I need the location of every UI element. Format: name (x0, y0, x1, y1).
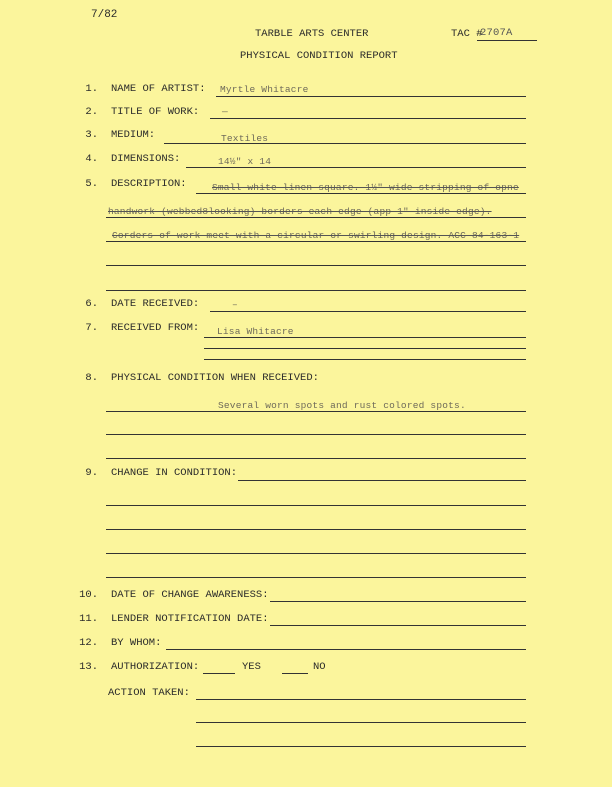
action-taken-label: ACTION TAKEN: (108, 687, 190, 699)
description-label: DESCRIPTION: (111, 178, 187, 190)
condition-received-line-3 (106, 458, 526, 459)
date-received-label: DATE RECEIVED: (111, 298, 200, 310)
lender-notification-line (270, 625, 526, 626)
date-received-value: – (232, 299, 238, 310)
authorization-label: AUTHORIZATION: (111, 661, 200, 673)
field-number: 12. (79, 637, 98, 649)
action-taken-line-3 (196, 746, 526, 747)
yes-label: YES (242, 661, 261, 673)
artist-value: Myrtle Whitacre (220, 84, 309, 95)
no-blank (282, 673, 308, 674)
date-code: 7/82 (91, 9, 118, 21)
action-taken-line-2 (196, 722, 526, 723)
tac-line (477, 40, 537, 41)
no-label: NO (313, 661, 326, 673)
action-taken-line-1 (196, 699, 526, 700)
by-whom-label: BY WHOM: (111, 637, 162, 649)
received-from-line-3 (204, 359, 526, 360)
artist-label: NAME OF ARTIST: (111, 83, 206, 95)
change-condition-line-3 (106, 529, 526, 530)
lender-notification-label: LENDER NOTIFICATION DATE: (111, 613, 269, 625)
field-number: 8. (85, 372, 98, 384)
description-underline-2 (106, 217, 526, 218)
tac-label: TAC # (451, 28, 483, 40)
dimensions-label: DIMENSIONS: (111, 153, 181, 165)
by-whom-line (166, 649, 526, 650)
field-number: 10. (79, 589, 98, 601)
field-number: 1. (85, 83, 98, 95)
field-number: 9. (85, 467, 98, 479)
change-condition-line-5 (106, 577, 526, 578)
medium-line (164, 143, 526, 144)
condition-received-value: Several worn spots and rust colored spots. (218, 400, 466, 411)
dimensions-value: 14½" x 14 (218, 156, 272, 167)
change-awareness-label: DATE OF CHANGE AWARENESS: (111, 589, 269, 601)
condition-received-label: PHYSICAL CONDITION WHEN RECEIVED: (111, 372, 319, 384)
received-from-line-1 (204, 337, 526, 338)
received-from-value: Lisa Whitacre (217, 326, 294, 337)
change-condition-line-1 (238, 480, 526, 481)
condition-received-line-2 (106, 434, 526, 435)
field-number: 4. (85, 153, 98, 165)
artist-line (216, 96, 526, 97)
change-condition-line-4 (106, 553, 526, 554)
description-underline-1 (196, 193, 526, 194)
description-line-1: Small white linen square. 1½" wide stripping of opne (212, 182, 519, 193)
yes-blank (203, 673, 235, 674)
description-line-2: handwork (webbed8looking) borders each edge (app 1" inside edge). (108, 206, 492, 217)
condition-received-line-1 (106, 411, 526, 412)
field-number: 11. (79, 613, 98, 625)
medium-value: Textiles (221, 133, 269, 144)
field-number: 6. (85, 298, 98, 310)
medium-label: MEDIUM: (111, 129, 156, 141)
title-label: TITLE OF WORK: (111, 106, 200, 118)
received-from-label: RECEIVED FROM: (111, 322, 200, 334)
title-line (210, 118, 526, 119)
field-number: 7. (85, 322, 98, 334)
field-number: 2. (85, 106, 98, 118)
title-value: — (222, 106, 228, 117)
date-received-line (210, 311, 526, 312)
change-condition-label: CHANGE IN CONDITION: (111, 467, 238, 479)
description-line-3: Corders of work meet with a circular or swirling design. ACC 84-163-1 (112, 230, 520, 241)
field-number: 3. (85, 129, 98, 141)
dimensions-line (186, 167, 526, 168)
received-from-line-2 (204, 348, 526, 349)
tac-number: 2707A (480, 27, 513, 39)
org-name: TARBLE ARTS CENTER (255, 28, 369, 40)
change-condition-line-2 (106, 505, 526, 506)
description-underline-3 (106, 241, 526, 242)
change-awareness-line (270, 601, 526, 602)
description-underline-5 (106, 290, 526, 291)
description-underline-4 (106, 265, 526, 266)
field-number: 5. (85, 178, 98, 190)
field-number: 13. (79, 661, 98, 673)
report-title: PHYSICAL CONDITION REPORT (240, 50, 398, 62)
